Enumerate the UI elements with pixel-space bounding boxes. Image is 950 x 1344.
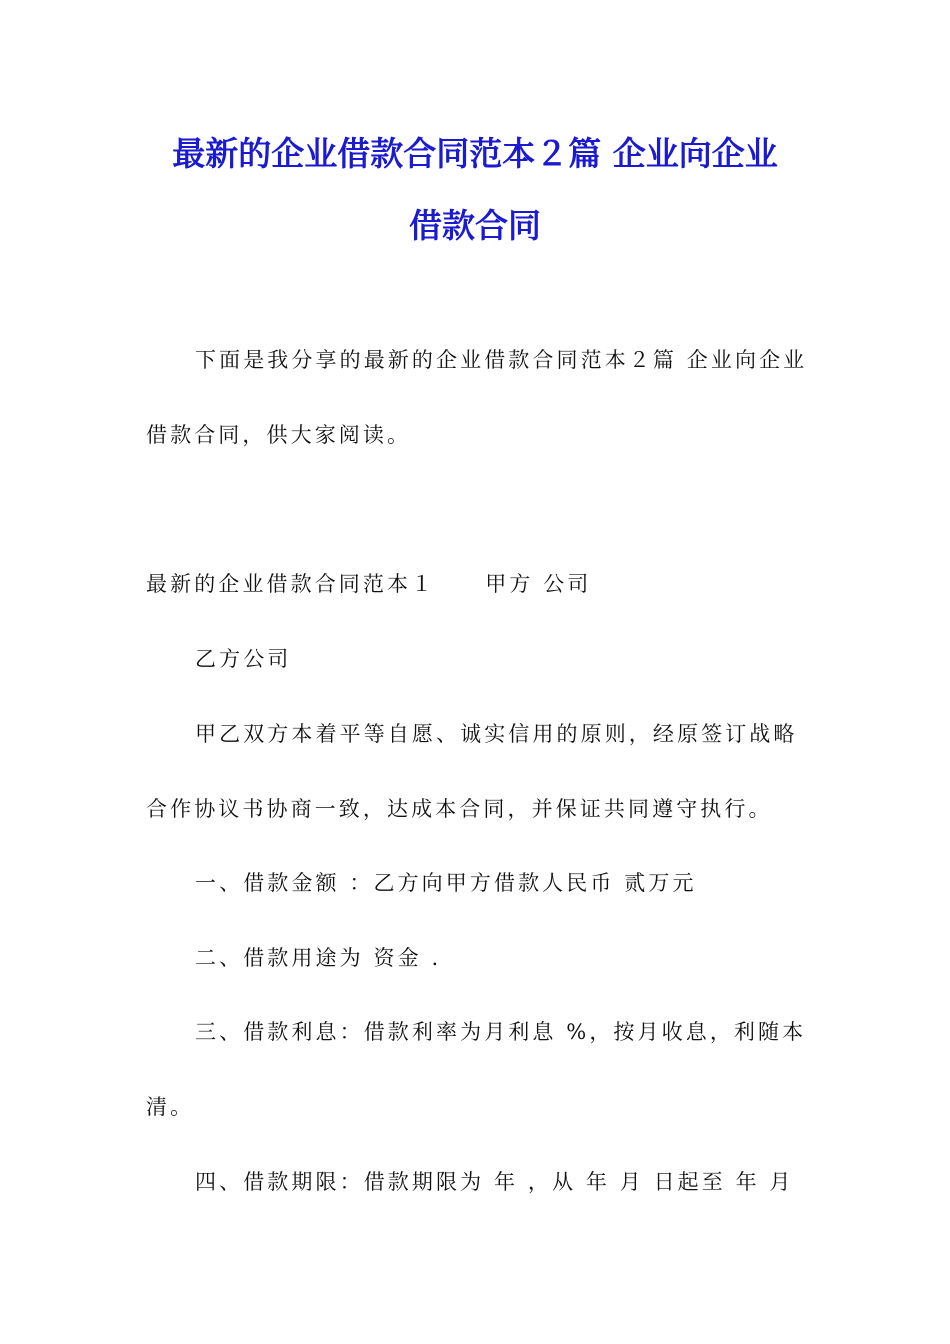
document-title-line-2: 借款合同: [409, 206, 541, 245]
clause-loan-interest-line-2: 清。: [146, 1095, 195, 1119]
clause-loan-interest-line-1: 三、借款利息：借款利率为月利息 %，按月收息，利随本: [195, 1020, 807, 1044]
document-title-line-1: 最新的企业借款合同范本２篇 企业向企业: [172, 134, 778, 173]
clause-loan-amount: 一、借款金额 ：乙方向甲方借款人民币 贰万元: [195, 871, 697, 895]
intro-paragraph-line-1: 下面是我分享的最新的企业借款合同范本２篇 企业向企业: [195, 348, 808, 372]
clause-loan-term-line-1: 四、借款期限：借款期限为 年 ，从 年 月 日起至 年 月: [195, 1170, 794, 1194]
party-b-label: 乙方公司: [195, 647, 292, 671]
party-a-label: 甲方 公司: [485, 572, 592, 596]
paragraph-1-line-2: 合作协议书协商一致，达成本合同，并保证共同遵守执行。: [146, 797, 773, 821]
intro-paragraph-line-2: 借款合同，供大家阅读。: [146, 423, 412, 447]
section-heading-row: [146, 570, 591, 598]
section-heading: 最新的企业借款合同范本１: [146, 572, 436, 596]
paragraph-1-line-1: 甲乙双方本着平等自愿、诚实信用的原则，经原签订战略: [195, 722, 798, 746]
clause-loan-purpose: 二、借款用途为 资金 .: [195, 946, 442, 970]
